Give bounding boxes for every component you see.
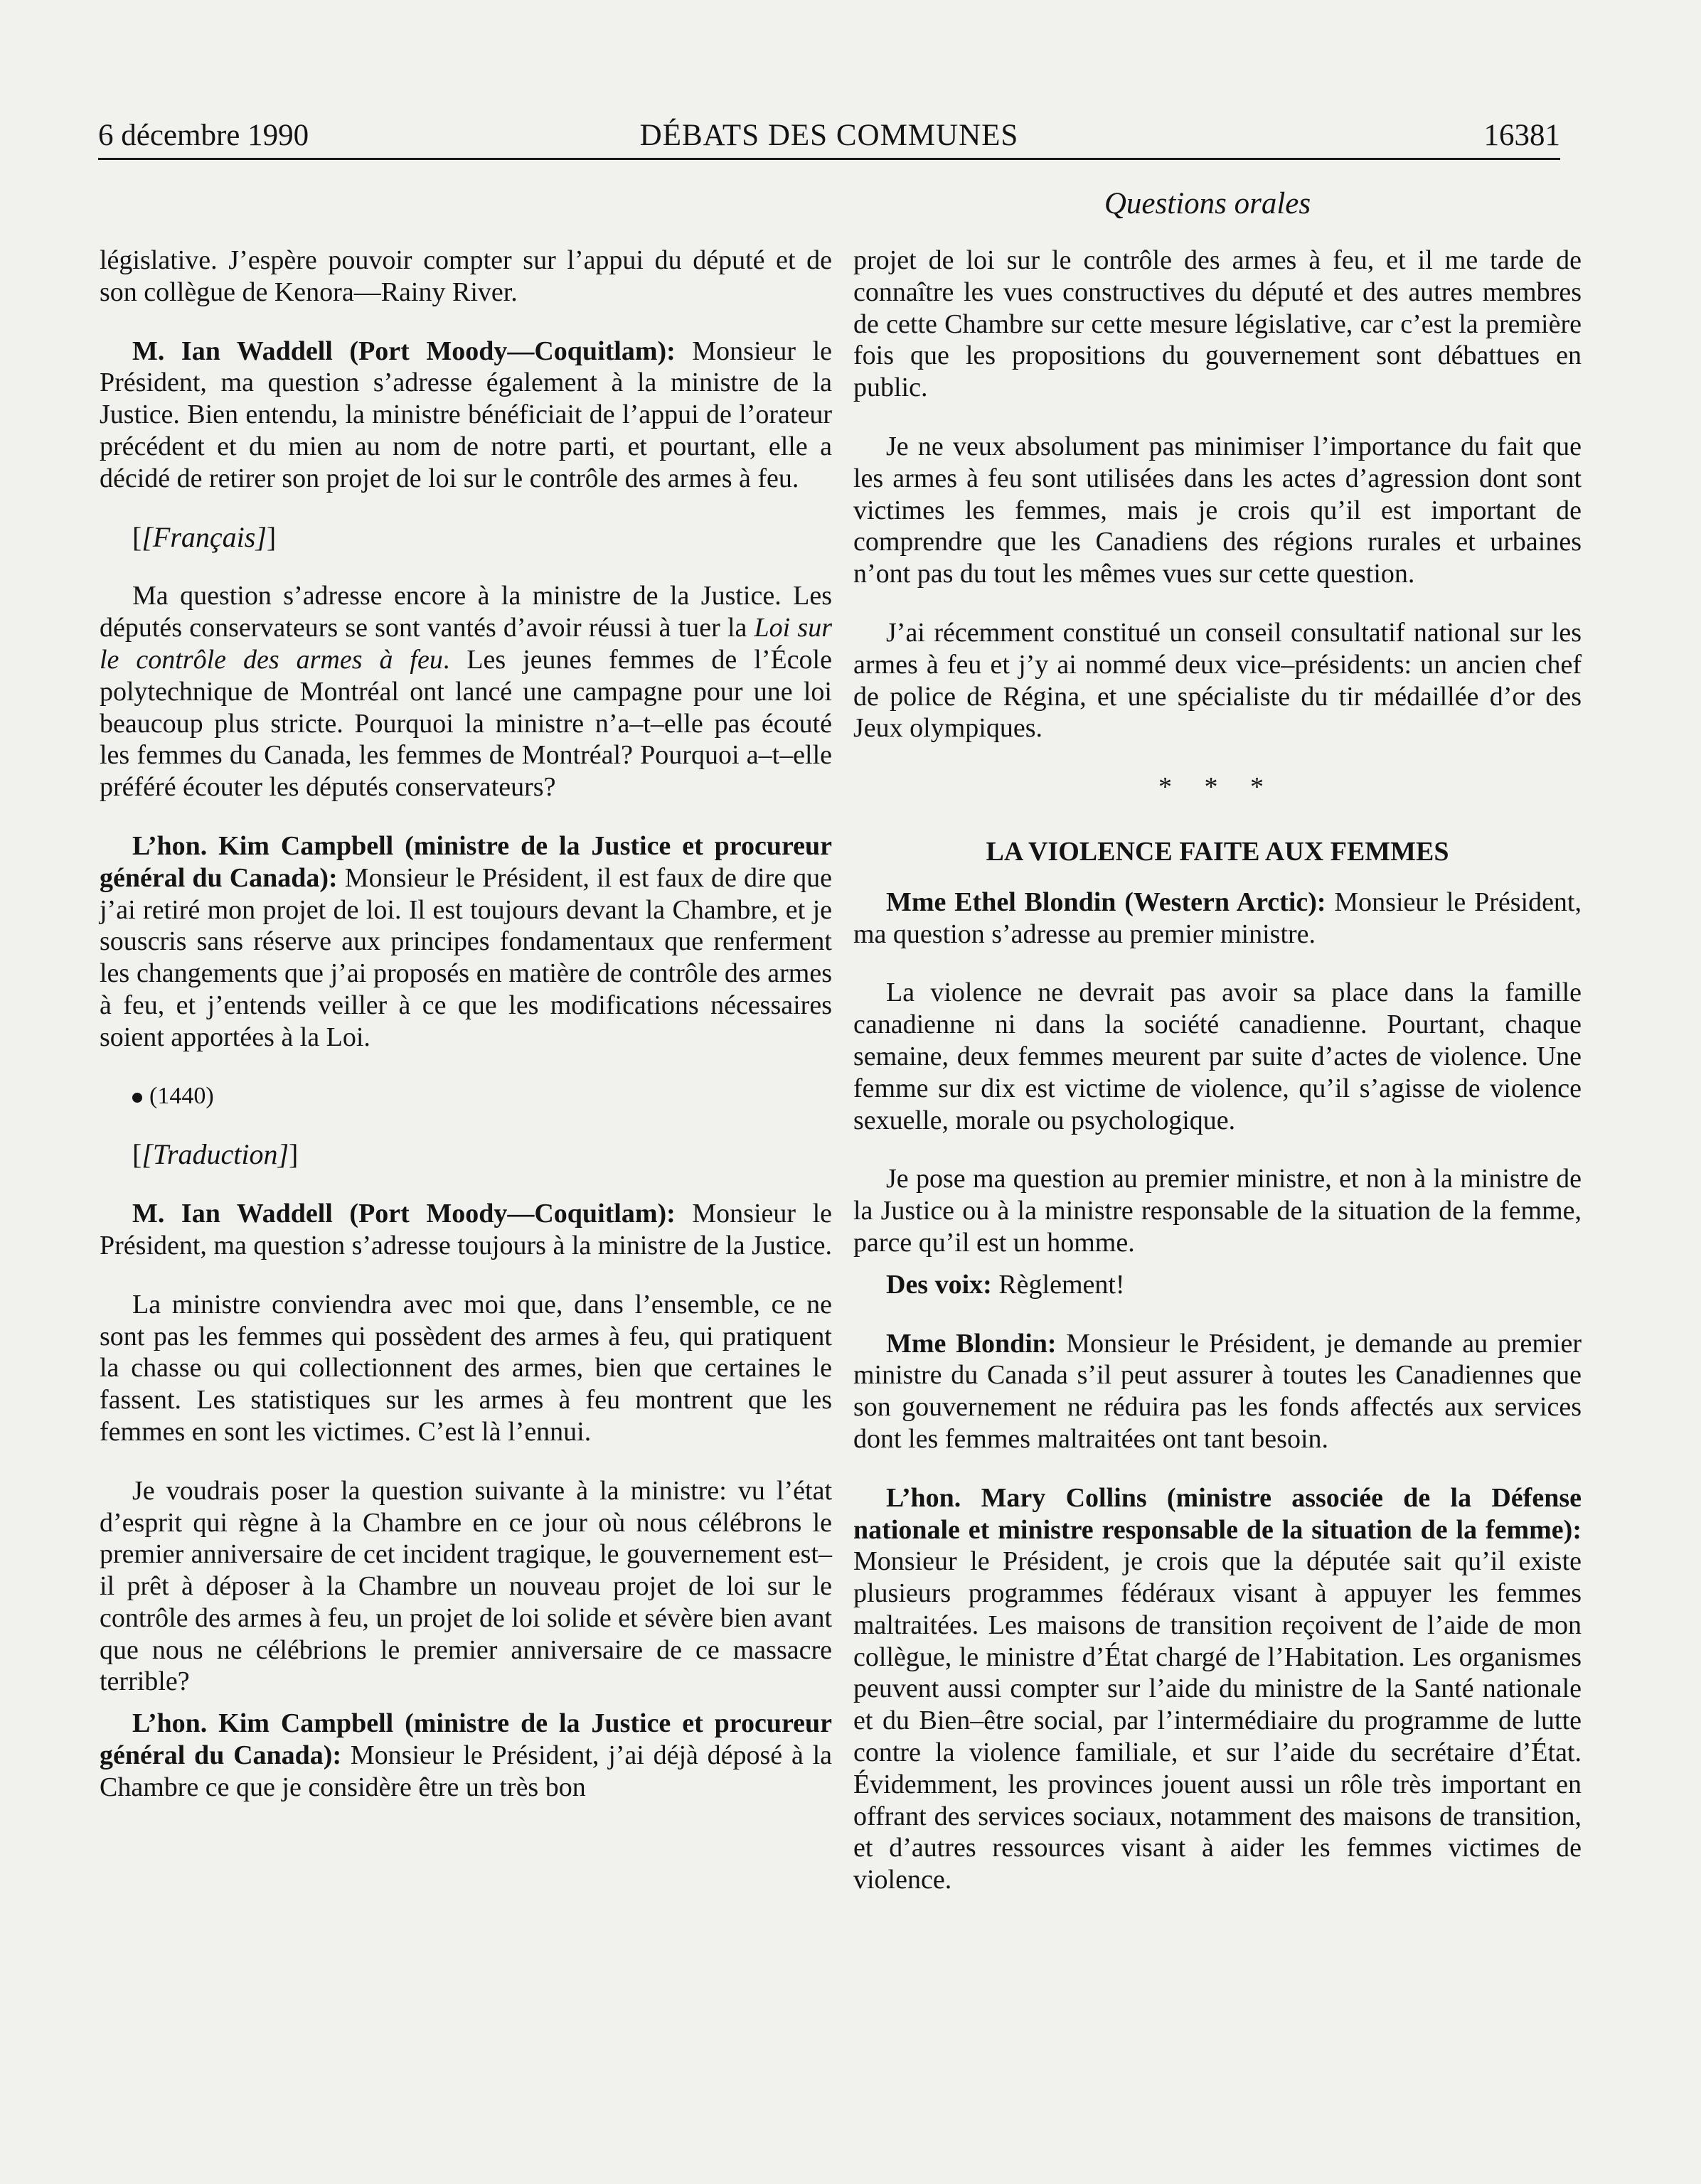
language-marker-text: [Traduction] xyxy=(142,1138,289,1171)
paragraph: La ministre conviendra avec moi que, dans l’ensemble, ce ne sont pas les femmes qui possèdent des armes à feu, qui pratiquent la chasse ou qui collectionnent des armes, bien que certaines le fassent. Les statistiques sur les armes à feu montrent que les femmes en sont les victimes. C’est là l’ennui. xyxy=(100,1289,832,1447)
header-date: 6 décembre 1990 xyxy=(98,119,309,152)
paragraph: législative. J’espère pouvoir compter sur l’appui du député et de son collègue de Kenora—Rainy River. xyxy=(100,245,832,307)
speech-text: Monsieur le Président, je demande au premier ministre du Canada s’il peut assurer à toutes les Canadiennes que son gouvernement ne réduira pas les fonds affectés aux services dont les femmes maltraitées ont tant besoin. xyxy=(853,1328,1582,1454)
section-separator: * * * xyxy=(1158,772,1276,803)
paragraph: Je ne veux absolument pas minimiser l’importance du fait que les armes à feu sont utilisées dans les actes d’agression dont sont victimes les femmes, mais je crois qu’il est important de comprendre que les Canadiens des régions rurales et urbaines n’ont pas du tout les mêmes vues sur cette question. xyxy=(853,431,1582,589)
section-heading: LA VIOLENCE FAITE AUX FEMMES xyxy=(986,836,1449,867)
speech-text: . Les jeunes femmes de l’École polytechnique de Montréal ont lancé une campagne pour une loi beaucoup plus stricte. Pourquoi la ministre n’a–t–elle pas écouté les femmes du Canada, les femmes de Montréal? Pourquoi a–t–elle préféré écouter les députés conservateurs? xyxy=(100,644,832,803)
speaker-name: L’hon. Kim Campbell (ministre de la Justice et procureur général du Canada): xyxy=(100,1708,832,1771)
paragraph xyxy=(100,1708,832,1803)
paragraph xyxy=(100,336,832,495)
speaker-name: L’hon. Kim Campbell (ministre de la Justice et procureur général du Canada): xyxy=(100,830,832,893)
speaker-name: L’hon. Mary Collins (ministre associée de la Défense nationale et ministre responsable de la situation de la femme): xyxy=(853,1482,1582,1545)
speech-text: Monsieur le Président, j’ai déjà déposé à la Chambre ce que je considère être un très bon xyxy=(100,1740,833,1802)
timestamp-text: (1440) xyxy=(149,1082,214,1109)
header-page-number: 16381 xyxy=(1483,119,1560,152)
language-marker: [[Français]] xyxy=(132,520,277,553)
paragraph xyxy=(853,1269,1582,1301)
bill-title: Loi sur le contrôle des armes à feu xyxy=(100,613,832,675)
left-column xyxy=(100,245,832,1831)
paragraph: Je pose ma question au premier ministre, et non à la ministre de la Justice ou à la ministre responsable de la situation de la femme, parce qu’il est un homme. xyxy=(853,1164,1582,1258)
right-column xyxy=(853,245,1582,1923)
speech-text: Ma question s’adresse encore à la ministre de la Justice. Les députés conservateurs se sont vantés d’avoir réussi à tuer la xyxy=(100,581,832,643)
paragraph xyxy=(100,1198,832,1262)
timestamp xyxy=(100,1081,832,1113)
paragraph: La violence ne devrait pas avoir sa place dans la famille canadienne ni dans la société canadienne. Pourtant, chaque semaine, deux femmes meurent par suite d’actes de violence. Une femme sur dix est victime de violence, qu’il s’agisse de violence sexuelle, morale ou psychologique. xyxy=(853,978,1582,1135)
speech-text: Règlement! xyxy=(991,1269,1125,1300)
speaker-name: Des voix: xyxy=(886,1269,992,1300)
speech-text: Monsieur le Président, il est faux de dire que j’ai retiré mon projet de loi. Il est toujours devant la Chambre, et je souscris sans réserve aux principes fondamentaux que renferment les changements que j’ai proposés en matière de contrôle des armes à feu, et j’entends veiller à ce que les modifications nécessaires soient apportées à la Loi. xyxy=(100,862,832,1052)
speech-text: Monsieur le Président, ma question s’adresse également à la ministre de la Justice. Bien entendu, la ministre bénéficiait de l’appui de l’orateur précédent et du mien au nom de notre parti, et pourtant, elle a décidé de retirer son projet de loi sur le contrôle des armes à feu. xyxy=(100,336,832,493)
bullet-icon xyxy=(132,1093,142,1103)
paragraph xyxy=(100,830,832,1054)
paragraph: J’ai récemment constitué un conseil consultatif national sur les armes à feu et j’y ai nommé deux vice–présidents: un ancien chef de police de Régina, et une spécialiste du tir médaillée d’or des Jeux olympiques. xyxy=(853,617,1582,744)
language-marker: [[Traduction]] xyxy=(132,1138,299,1171)
language-marker-text: [Français] xyxy=(142,520,267,553)
page-header xyxy=(98,114,1560,160)
paragraph: Je voudrais poser la question suivante à la ministre: vu l’état d’esprit qui règne à la Chambre en ce jour où nous célébrons le premier anniversaire de cet incident tragique, le gouvernement est–il prêt à déposer à la Chambre un nouveau projet de loi sur le contrôle des armes à feu, un projet de loi solide et sévère bien avant que nous ne célébrions le premier anniversaire de ce massacre terrible? xyxy=(100,1475,832,1697)
section-label: Questions orales xyxy=(1104,187,1311,220)
paragraph xyxy=(853,1482,1582,1896)
speech-text: Monsieur le Président, ma question s’adresse toujours à la ministre de la Justice. xyxy=(100,1199,832,1260)
speaker-name: M. Ian Waddell (Port Moody—Coquitlam): xyxy=(132,336,676,366)
speech-text: Monsieur le Président, ma question s’adresse au premier ministre. xyxy=(853,887,1582,949)
header-title: DÉBATS DES COMMUNES xyxy=(639,119,1019,152)
speech-text: Monsieur le Président, je crois que la députée sait qu’il existe plusieurs programmes fédéraux visant à appuyer les femmes maltraitées. Les maisons de transition reçoivent de l’aide de mon collègue, le ministre d’État chargé de l’Habitation. Les organismes peuvent aussi compter sur l’aide du ministre de la Santé nationale et du Bien–être social, par l’intermédiaire du programme de lutte contre la violence familiale, et sur l’aide du secrétaire d’État. Évidemment, les provinces jouent aussi un rôle très important en offrant des services sociaux, notamment des maisons de transition, et d’autres ressources visant à aider les femmes victimes de violence. xyxy=(853,1546,1582,1895)
speaker-name: M. Ian Waddell (Port Moody—Coquitlam): xyxy=(132,1199,676,1229)
paragraph: projet de loi sur le contrôle des armes à feu, et il me tarde de connaître les vues constructives du député et des autres membres de cette Chambre sur cette mesure législative, car c’est la première fois que les propositions du gouvernement sont débattues en public. xyxy=(853,245,1582,403)
speaker-name: Mme Ethel Blondin (Western Arctic): xyxy=(886,887,1326,917)
paragraph xyxy=(100,580,832,803)
speaker-name: Mme Blondin: xyxy=(886,1328,1057,1359)
paragraph xyxy=(853,1328,1582,1455)
paragraph xyxy=(853,887,1582,951)
